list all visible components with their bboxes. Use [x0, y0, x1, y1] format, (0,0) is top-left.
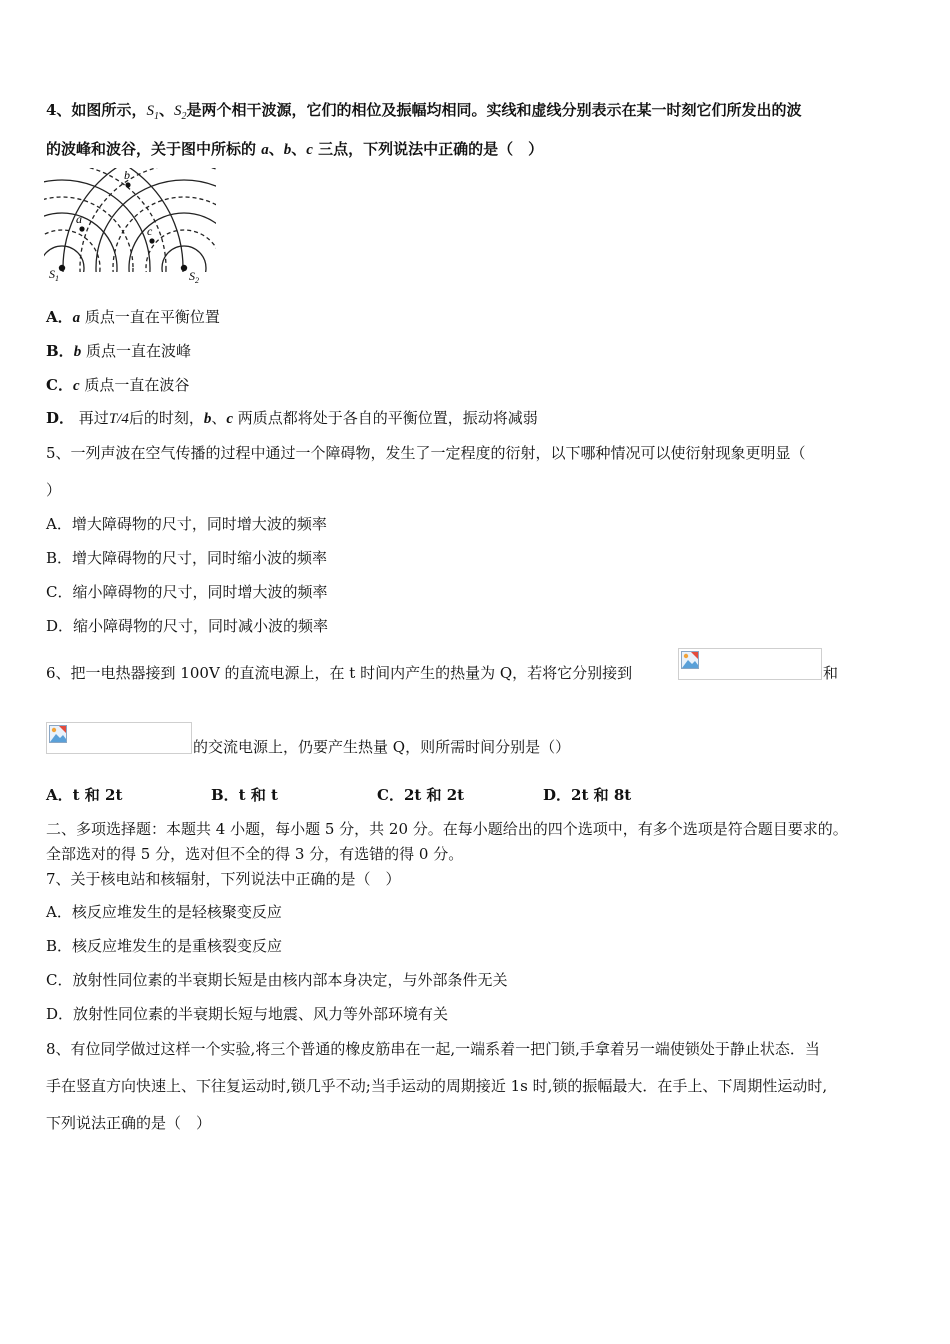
broken-image-icon — [681, 651, 699, 669]
q6-stem-line2: 的交流电源上，仍要产生热量 Q，则所需时间分别是（） — [193, 738, 571, 756]
source-s1 — [59, 265, 65, 271]
q7-option-b[interactable]: B．核反应堆发生的是重核裂变反应 — [46, 937, 283, 955]
q7-option-c[interactable]: C．放射性同位素的半衰期长短是由核内部本身决定，与外部条件无关 — [46, 971, 508, 989]
q8-stem-line3: 下列说法正确的是（ ） — [46, 1114, 212, 1132]
label-s1: $S_1$ — [49, 267, 59, 283]
q4-stem-line1: 4、如图所示，$S_1$、$S_2$是两个相干波源，它们的相位及振幅均相同。实线和虚线分别表示在某一时刻它们所发出的波 — [46, 101, 802, 122]
q8-stem-line2: 手在竖直方向快速上、下往复运动时,锁几乎不动;当手运动的周期接近 1s 时,锁的振幅最大．在手上、下周期性运动时, — [46, 1077, 828, 1095]
section2-heading-line2: 全部选对的得 5 分，选对但不全的得 3 分，有选错的得 0 分。 — [46, 845, 464, 863]
formula-image-1 — [678, 648, 822, 680]
q4-option-d[interactable]: D． 再过T/4后的时刻，b、c 两质点都将处于各自的平衡位置，振动将减弱 — [46, 409, 538, 427]
q4-option-a[interactable]: A．a 质点一直在平衡位置 — [46, 308, 220, 326]
section2-heading-line1: 二、多项选择题：本题共 4 小题，每小题 5 分，共 20 分。在每小题给出的四个选项中，有多个选项是符合题目要求的。 — [46, 820, 848, 838]
q4-option-b[interactable]: B．b 质点一直在波峰 — [46, 342, 191, 360]
q6-option-b[interactable]: B．t 和 t — [211, 786, 278, 804]
q4-option-c[interactable]: C．c 质点一直在波谷 — [46, 376, 190, 394]
q5-option-d[interactable]: D．缩小障碍物的尺寸，同时减小波的频率 — [46, 617, 329, 635]
q5-option-a[interactable]: A．增大障碍物的尺寸，同时增大波的频率 — [46, 515, 327, 533]
point-c — [149, 238, 154, 243]
q6-option-a[interactable]: A．t 和 2t — [46, 786, 123, 804]
formula-image-2 — [46, 722, 192, 754]
q5-option-b[interactable]: B．增大障碍物的尺寸，同时缩小波的频率 — [46, 549, 328, 567]
q7-option-a[interactable]: A．核反应堆发生的是轻核聚变反应 — [46, 903, 282, 921]
q5-option-c[interactable]: C．缩小障碍物的尺寸，同时增大波的频率 — [46, 583, 328, 601]
q5-stem-line2: ） — [46, 481, 62, 499]
source-s2 — [181, 265, 187, 271]
label-b: b — [124, 168, 130, 182]
q8-stem-line1: 8、有位同学做过这样一个实验,将三个普通的橡皮筋串在一起,一端系着一把门锁,手拿着另一端使锁处于静止状态．当 — [46, 1040, 820, 1058]
q6-option-c[interactable]: C．2t 和 2t — [377, 786, 465, 804]
q6-option-d[interactable]: D．2t 和 8t — [543, 786, 632, 804]
label-s2: $S_2$ — [189, 269, 199, 285]
q6-stem-line1: 6、把一电热器接到 100V 的直流电源上，在 t 时间内产生的热量为 Q，若将它分别接到 — [46, 664, 633, 682]
q4-stem-line2: 的波峰和波谷，关于图中所标的 a、b、c 三点，下列说法中正确的是（ ） — [46, 140, 544, 158]
q7-stem: 7、关于核电站和核辐射，下列说法中正确的是（ ） — [46, 870, 401, 888]
point-b — [125, 182, 130, 187]
q5-stem-line1: 5、一列声波在空气传播的过程中通过一个障碍物，发生了一定程度的衍射，以下哪种情况可以使衍射现象更明显（ — [46, 444, 806, 462]
broken-image-icon — [49, 725, 67, 743]
label-a: a — [76, 212, 82, 226]
interference-figure — [44, 168, 216, 286]
q7-option-d[interactable]: D．放射性同位素的半衰期长短与地震、风力等外部环境有关 — [46, 1005, 449, 1023]
label-c: c — [147, 224, 153, 238]
point-a — [79, 226, 84, 231]
q6-stem-line1-tail: 和 — [823, 664, 839, 682]
